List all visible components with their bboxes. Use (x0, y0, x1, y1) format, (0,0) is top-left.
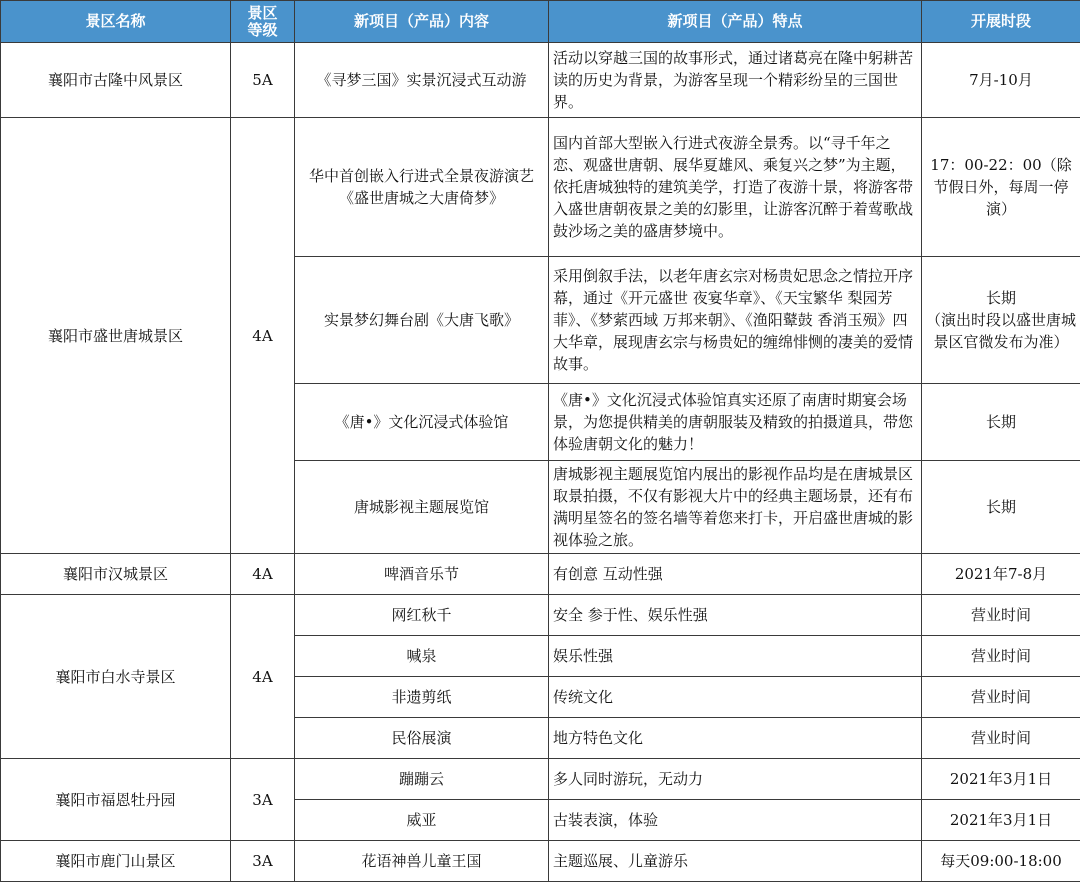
project-cell: 啤酒音乐节 (295, 554, 549, 595)
feature-cell: 传统文化 (549, 677, 922, 718)
feature-cell: 多人同时游玩，无动力 (549, 759, 922, 800)
feature-cell: 主题巡展、儿童游乐 (549, 841, 922, 882)
feature-cell: 地方特色文化 (549, 718, 922, 759)
project-cell: 唐城影视主题展览馆 (295, 461, 549, 554)
project-cell: 华中首创嵌入行进式全景夜游演艺《盛世唐城之大唐倚梦》 (295, 118, 549, 257)
time-note: （演出时段以盛世唐城景区官微发布为准） (926, 311, 1077, 351)
table-row (1, 554, 1080, 595)
feature-cell: 娱乐性强 (549, 636, 922, 677)
table-row (1, 841, 1080, 882)
header-time: 开展时段 (922, 1, 1080, 43)
header-level (231, 1, 295, 43)
time-cell: 2021年3月1日 (922, 800, 1080, 841)
project-cell: 网红秋千 (295, 595, 549, 636)
feature-cell: 《唐•》文化沉浸式体验馆真实还原了南唐时期宴会场景，为您提供精美的唐朝服装及精致的拍摄道具，带您体验唐朝文化的魅力！ (549, 384, 922, 461)
feature-cell: 有创意 互动性强 (549, 554, 922, 595)
level-cell: 4A (231, 595, 295, 759)
project-cell: 《唐•》文化沉浸式体验馆 (295, 384, 549, 461)
time-cell: 17：00-22：00（除节假日外，每周一停演） (922, 118, 1080, 257)
level-cell: 3A (231, 841, 295, 882)
time-cell: 每天09:00-18:00 (922, 841, 1080, 882)
feature-cell: 唐城影视主题展览馆内展出的影视作品均是在唐城景区取景拍摄，不仅有影视大片中的经典主题场景，还有布满明星签名的签名墙等着您来打卡，开启盛世唐城的影视体验之旅。 (549, 461, 922, 554)
project-cell: 非遗剪纸 (295, 677, 549, 718)
feature-cell: 安全 参于性、娱乐性强 (549, 595, 922, 636)
time-cell: 营业时间 (922, 677, 1080, 718)
header-feature: 新项目（产品）特点 (549, 1, 922, 43)
feature-cell: 活动以穿越三国的故事形式，通过诸葛亮在隆中躬耕苦读的历史为背景，为游客呈现一个精彩纷呈的三国世界。 (549, 43, 922, 118)
time-cell: 长期 (922, 384, 1080, 461)
time-cell: 2021年3月1日 (922, 759, 1080, 800)
level-cell: 5A (231, 43, 295, 118)
time-cell: 营业时间 (922, 718, 1080, 759)
scenic-name-cell: 襄阳市白水寺景区 (1, 595, 231, 759)
scenic-name-cell: 襄阳市汉城景区 (1, 554, 231, 595)
project-cell: 实景梦幻舞台剧《大唐飞歌》 (295, 257, 549, 384)
feature-cell: 采用倒叙手法，以老年唐玄宗对杨贵妃思念之情拉开序幕，通过《开元盛世 夜宴华章》、《天宝繁华 梨园芳菲》、《梦萦西域 万邦来朝》、《渔阳鼙鼓 香消玉殒》四大华章，展现唐玄宗与杨贵妃的缠绵悱恻的凄美的爱情故事。 (549, 257, 922, 384)
scenic-name-cell: 襄阳市鹿门山景区 (1, 841, 231, 882)
project-cell: 《寻梦三国》实景沉浸式互动游 (295, 43, 549, 118)
scenic-name-cell: 襄阳市福恩牡丹园 (1, 759, 231, 841)
level-cell: 4A (231, 554, 295, 595)
feature-cell: 古装表演，体验 (549, 800, 922, 841)
project-cell: 喊泉 (295, 636, 549, 677)
project-cell: 花语神兽儿童王国 (295, 841, 549, 882)
time-cell: 营业时间 (922, 636, 1080, 677)
time-cell: 2021年7-8月 (922, 554, 1080, 595)
time-cell: 营业时间 (922, 595, 1080, 636)
time-cell: 7月-10月 (922, 43, 1080, 118)
header-level-line2: 等级 (247, 20, 278, 39)
header-row (1, 1, 1080, 43)
scenic-name-cell: 襄阳市盛世唐城景区 (1, 118, 231, 554)
level-cell: 4A (231, 118, 295, 554)
project-cell: 威亚 (295, 800, 549, 841)
table-row (1, 43, 1080, 118)
table-row (1, 595, 1080, 636)
time-cell (922, 257, 1080, 384)
level-cell: 3A (231, 759, 295, 841)
header-scenic-name: 景区名称 (1, 1, 231, 43)
time-cell: 长期 (922, 461, 1080, 554)
scenic-name-cell: 襄阳市古隆中风景区 (1, 43, 231, 118)
feature-cell: 国内首部大型嵌入行进式夜游全景秀。以“寻千年之恋、观盛世唐朝、展华夏雄风、乘复兴之梦”为主题，依托唐城独特的建筑美学，打造了夜游十景，将游客带入盛世唐朝夜景之美的幻影里，让游客沉醉于着莺歌战鼓沙场之美的盛唐梦境中。 (549, 118, 922, 257)
time-line: 长期 (985, 289, 1016, 307)
header-project: 新项目（产品）内容 (295, 1, 549, 43)
project-cell: 民俗展演 (295, 718, 549, 759)
table-row (1, 759, 1080, 800)
table-row (1, 118, 1080, 257)
header-level-line1: 景区 (247, 3, 278, 22)
project-cell: 蹦蹦云 (295, 759, 549, 800)
